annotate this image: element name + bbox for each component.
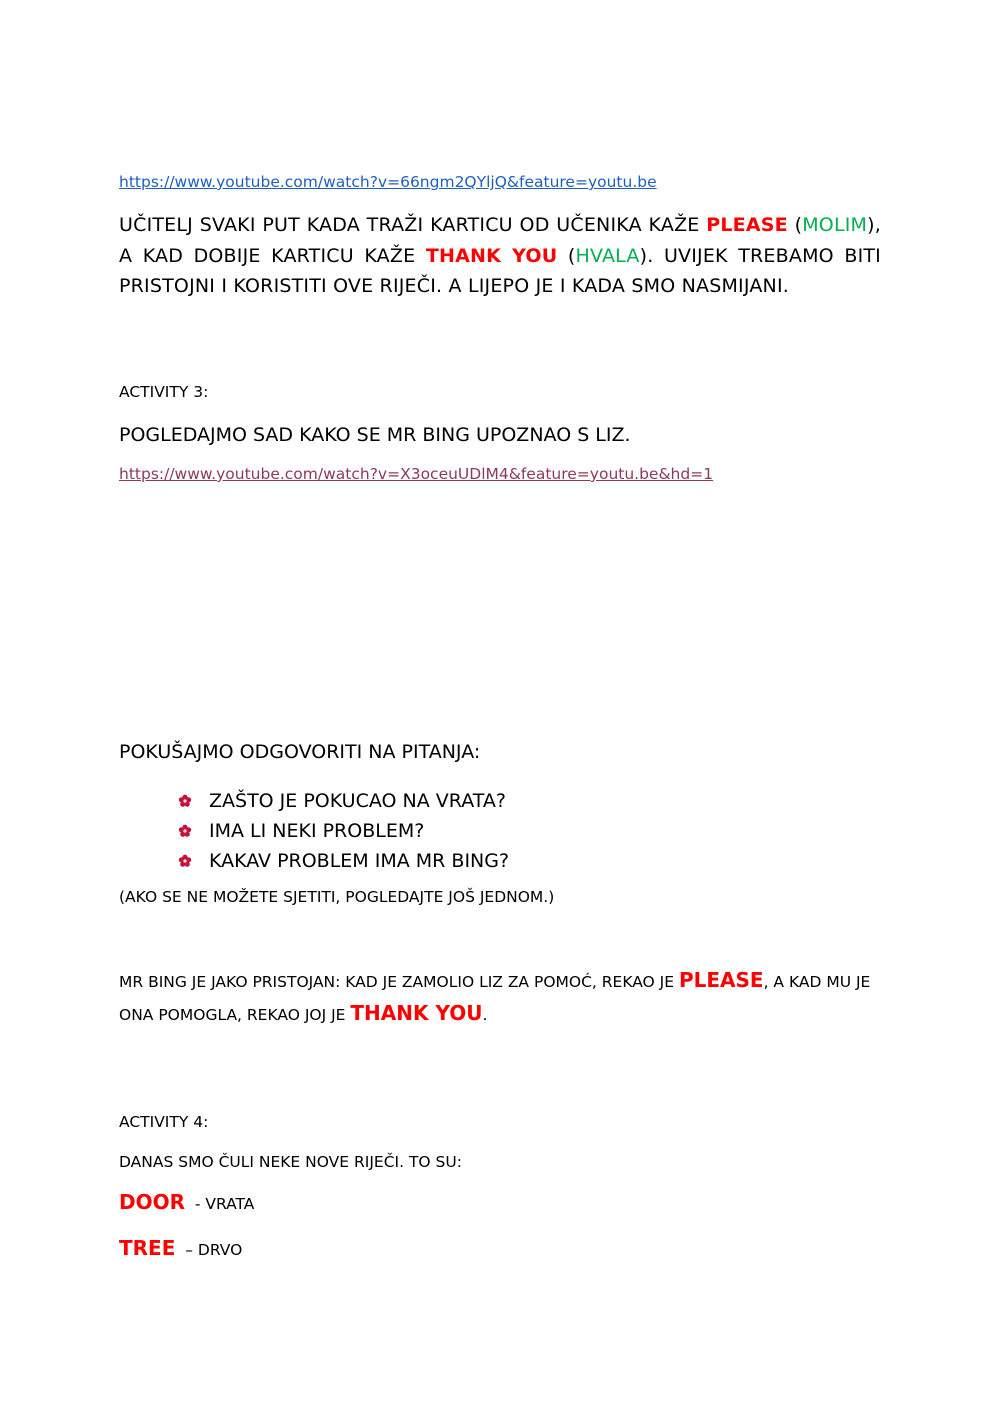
vocab-english: TREE <box>119 1236 176 1260</box>
activity-3-heading: ACTIVITY 3: <box>119 383 209 401</box>
para-text-2: ( <box>787 214 803 236</box>
vocab-croatian: VRATA <box>205 1195 255 1213</box>
questions-heading: POKUŠAJMO ODGOVORITI NA PITANJA: <box>119 741 481 763</box>
para-text-5: ). UVIJEK TREBAMO BITI PRISTOJNI I KORISTITI OVE RIJEČI. A LIJEPO JE I KADA SMO NASMIJANI. <box>119 244 881 297</box>
flower-bullet-icon <box>178 824 192 838</box>
flower-bullet-icon <box>178 794 192 808</box>
question-list <box>178 786 509 876</box>
question-text: ZAŠTO JE POKUCAO NA VRATA? <box>209 790 506 812</box>
question-text: KAKAV PROBLEM IMA MR BING? <box>209 850 510 872</box>
word-hvala: HVALA <box>575 244 640 267</box>
youtube-link-1[interactable]: https://www.youtube.com/watch?v=66ngm2QYljQ&feature=youtu.be <box>119 173 657 191</box>
instruction-paragraph <box>119 210 881 302</box>
activity-4-heading: ACTIVITY 4: <box>119 1113 209 1131</box>
activity-3-intro: POGLEDAJMO SAD KAKO SE MR BING UPOZNAO S LIZ. <box>119 424 631 446</box>
hint-note: (AKO SE NE MOŽETE SJETITI, POGLEDAJTE JOŠ JEDNOM.) <box>119 888 555 906</box>
flower-bullet-icon <box>178 854 192 868</box>
politeness-paragraph <box>119 965 879 1031</box>
vocab-separator: – <box>175 1241 198 1259</box>
polite-text-1: MR BING JE JAKO PRISTOJAN: KAD JE ZAMOLIO LIZ ZA POMOĆ, REKAO JE <box>119 973 679 991</box>
word-thank-you-2: THANK YOU <box>350 1001 483 1025</box>
word-molim: MOLIM <box>802 214 868 236</box>
activity-4-intro: DANAS SMO ČULI NEKE NOVE RIJEČI. TO SU: <box>119 1153 462 1171</box>
para-text-3: ), A KAD DOBIJE KARTICU KAŽE <box>119 214 882 267</box>
question-text: IMA LI NEKI PROBLEM? <box>209 820 425 842</box>
word-please: PLEASE <box>706 214 788 236</box>
vocab-croatian: DRVO <box>197 1241 243 1259</box>
vocab-separator: - <box>185 1195 206 1213</box>
question-item <box>178 846 509 876</box>
word-thank-you: THANK YOU <box>425 244 558 267</box>
vocab-item-tree <box>119 1236 242 1260</box>
polite-text-2: , A KAD MU JE ONA POMOGLA, REKAO JOJ JE <box>119 973 871 1024</box>
para-text-4: ( <box>557 244 576 267</box>
polite-text-3: . <box>482 1006 488 1024</box>
youtube-link-2[interactable]: https://www.youtube.com/watch?v=X3oceuUDlM4&feature=youtu.be&hd=1 <box>119 465 714 483</box>
para-text-1: UČITELJ SVAKI PUT KADA TRAŽI KARTICU OD UČENIKA KAŽE <box>119 214 707 236</box>
word-please-2: PLEASE <box>678 968 764 992</box>
vocab-item-door <box>119 1190 254 1214</box>
question-item <box>178 816 509 846</box>
question-item <box>178 786 509 816</box>
vocab-english: DOOR <box>119 1190 186 1214</box>
